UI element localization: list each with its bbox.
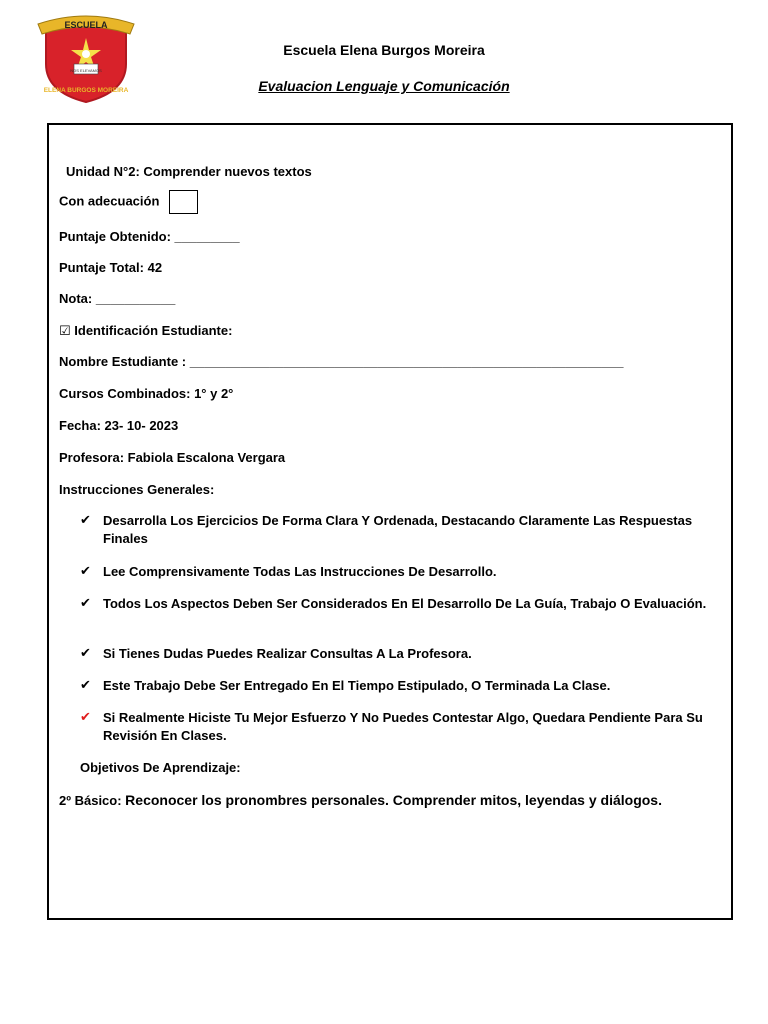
instruction-text: Todos Los Aspectos Deben Ser Considerados En El Desarrollo De La Guía, Trabajo O Evaluación.	[103, 596, 707, 611]
logo-text-bottom: ELENA BURGOS MOREIRA	[43, 87, 129, 94]
instruction-item	[80, 709, 730, 745]
adecuacion-row	[59, 190, 198, 214]
profesora-label: Profesora: Fabiola Escalona Vergara	[59, 450, 286, 465]
instruction-text: Lee Comprensivamente Todas Las Instrucciones De Desarrollo.	[103, 564, 497, 579]
objetivo-prefix: 2º Básico:	[59, 793, 126, 808]
adecuacion-label: Con adecuación	[59, 193, 160, 209]
instruction-text: Si Realmente Hiciste Tu Mejor Esfuerzo Y No Puedes Contestar Algo, Quedara Pendiente Para Su Revisión En Clases.	[103, 710, 703, 743]
instruction-item	[80, 645, 730, 663]
instruction-item	[80, 677, 730, 695]
adecuacion-checkbox[interactable]	[169, 190, 198, 214]
nombre-field: Nombre Estudiante : ____________________________________________________________	[59, 354, 624, 369]
check-icon-red: ✔	[80, 709, 91, 724]
puntaje-total: Puntaje Total: 42	[59, 260, 163, 275]
exam-title: Evaluacion Lenguaje y Comunicación	[258, 78, 510, 94]
objetivo-row	[59, 792, 662, 808]
logo-text-top: ESCUELA	[64, 20, 108, 30]
instruction-text: Si Tienes Dudas Puedes Realizar Consultas A La Profesora.	[103, 646, 472, 661]
school-name: Escuela Elena Burgos Moreira	[283, 42, 485, 58]
instruction-text: Este Trabajo Debe Ser Entregado En El Tiempo Estipulado, O Terminada La Clase.	[103, 678, 611, 693]
instrucciones-label: Instrucciones Generales:	[59, 482, 215, 497]
check-icon: ✔	[80, 677, 91, 692]
fecha-label: Fecha: 23- 10- 2023	[59, 418, 179, 433]
check-icon: ✔	[80, 645, 91, 660]
objetivo-text: Reconocer los pronombres personales. Comprender mitos, leyendas y diálogos.	[125, 792, 662, 808]
objetivos-label: Objetivos De Aprendizaje:	[80, 760, 241, 775]
unidad-label: Unidad N°2: Comprender nuevos textos	[66, 164, 312, 179]
logo-motto: NOS ELEVAMOS	[70, 68, 102, 73]
check-icon: ✔	[80, 563, 91, 578]
identificacion-label: ☑ Identificación Estudiante:	[59, 323, 233, 338]
puntaje-obtenido: Puntaje Obtenido: _________	[59, 229, 240, 244]
instruction-item	[80, 563, 730, 581]
nota-field: Nota: ___________	[59, 291, 176, 306]
check-icon: ✔	[80, 595, 91, 610]
cursos-label: Cursos Combinados: 1° y 2°	[59, 386, 234, 401]
instruction-item	[80, 595, 730, 613]
instruction-text: Desarrolla Los Ejercicios De Forma Clara Y Ordenada, Destacando Claramente Las Respuestas Finales	[103, 513, 693, 546]
instruction-item	[80, 512, 730, 548]
check-icon: ✔	[80, 512, 91, 527]
